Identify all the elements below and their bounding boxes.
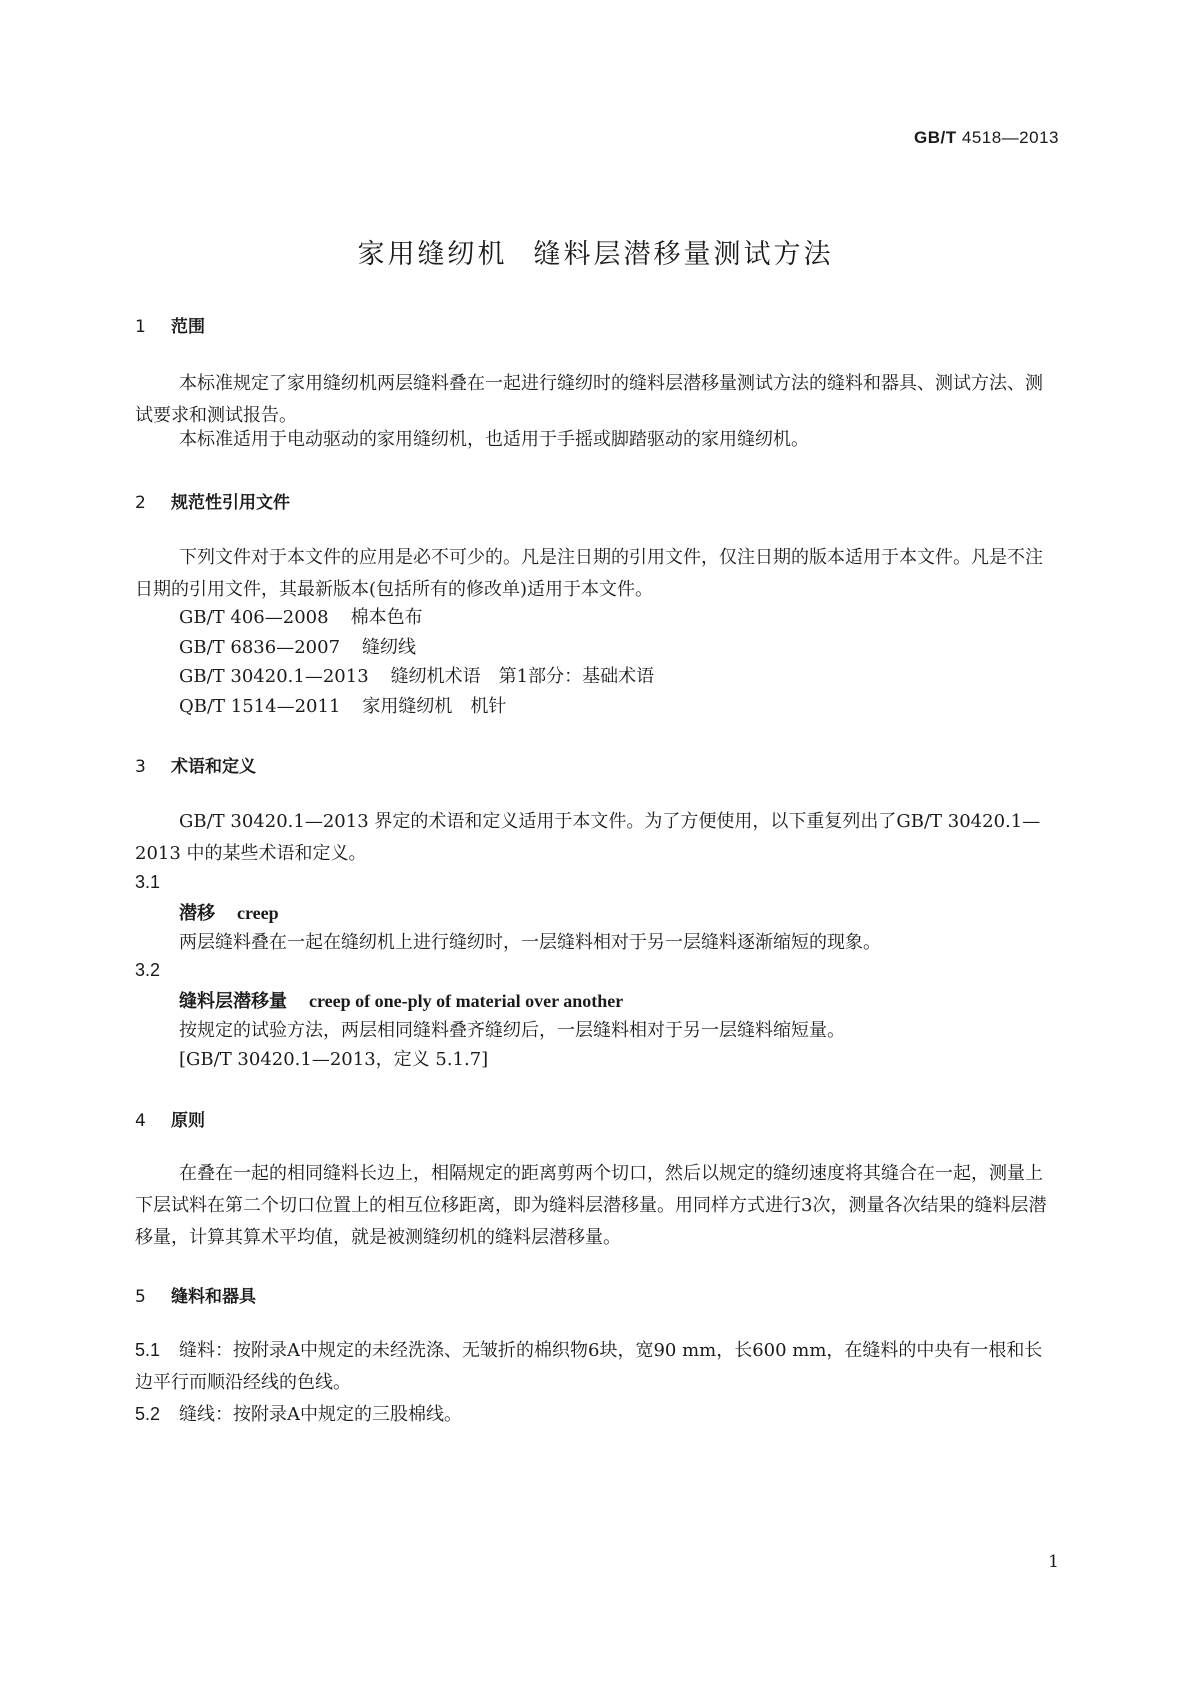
reference-item: GB/T 406—2008 棉本色布: [179, 607, 423, 628]
section-1-paragraph-1: 本标准规定了家用缝纫机两层缝料叠在一起进行缝纫时的缝料层潜移量测试方法的缝料和器具、测试方法、测试要求和测试报告。: [135, 373, 1043, 426]
clause-5-1: 5.1 缝料：按附录A中规定的未经洗涤、无皱折的棉织物6块，宽90 mm，长600 mm，在缝料的中央有一根和长边平行而顺沿经线的色线。: [135, 1340, 1043, 1393]
standard-prefix: GB/T: [914, 128, 957, 147]
section-4-paragraph: 在叠在一起的相同缝料长边上，相隔规定的距离剪两个切口，然后以规定的缝纫速度将其缝合在一起，测量上下层试料在第二个切口位置上的相互位移距离，即为缝料层潜移量。用同样方式进行3次，测量各次结果的缝料层潜移量，计算其算术平均值，就是被测缝纫机的缝料层潜移量。: [135, 1163, 1047, 1248]
document-title: [0, 232, 1191, 271]
section-2-paragraph: 下列文件对于本文件的应用是必不可少的。凡是注日期的引用文件，仅注日期的版本适用于本文件。凡是不注日期的引用文件，其最新版本(包括所有的修改单)适用于本文件。: [135, 547, 1043, 600]
section-3-paragraph: GB/T 30420.1—2013 界定的术语和定义适用于本文件。为了方便使用，以下重复列出了GB/T 30420.1—2013 中的某些术语和定义。: [135, 811, 1041, 864]
standard-year: 4518—2013: [961, 128, 1059, 147]
term-3-1-definition: 两层缝料叠在一起在缝纫机上进行缝纫时，一层缝料相对于另一层缝料逐渐缩短的现象。: [179, 932, 881, 953]
clause-5-2: 5.2 缝线：按附录A中规定的三股棉线。: [135, 1404, 462, 1425]
reference-item: GB/T 30420.1—2013 缝纫机术语 第1部分：基础术语: [179, 666, 655, 687]
term-3-1-number: 3.1: [135, 872, 161, 892]
term-3-2-definition: 按规定的试验方法，两层相同缝料叠齐缝纫后，一层缝料相对于另一层缝料缩短量。: [179, 1020, 845, 1041]
section-1-heading: 1 范围: [135, 317, 205, 337]
title-part-1: 家用缝纫机: [357, 239, 508, 270]
section-3-heading: 3 术语和定义: [135, 757, 256, 777]
section-2-heading: 2 规范性引用文件: [135, 493, 290, 513]
term-3-1-title: 潜移 creep: [179, 903, 279, 924]
section-4-heading: 4 原则: [135, 1111, 205, 1131]
term-3-2-title: 缝料层潜移量 creep of one-ply of material over another: [179, 991, 624, 1012]
term-3-2-number: 3.2: [135, 960, 161, 980]
reference-item: GB/T 6836—2007 缝纫线: [179, 637, 417, 658]
title-part-2: 缝料层潜移量测试方法: [533, 239, 834, 270]
section-1-paragraph-2: 本标准适用于电动驱动的家用缝纫机，也适用于手摇或脚踏驱动的家用缝纫机。: [179, 429, 809, 450]
reference-item: QB/T 1514—2011 家用缝纫机 机针: [179, 696, 507, 717]
term-3-2-source: [GB/T 30420.1—2013，定义 5.1.7]: [179, 1049, 489, 1070]
section-5-heading: 5 缝料和器具: [135, 1287, 256, 1307]
standard-number: [914, 128, 1059, 148]
page-number: 1: [1048, 1552, 1059, 1572]
